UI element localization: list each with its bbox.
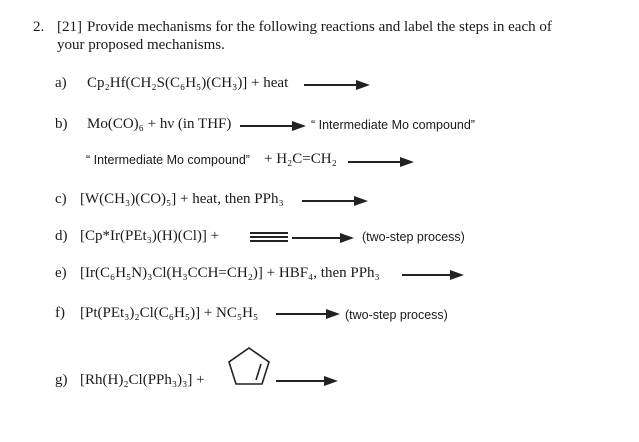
- reaction-arrow-icon: [276, 376, 338, 386]
- triple-bond-icon: [250, 231, 288, 243]
- reaction-f-label: f): [55, 305, 65, 321]
- question-prompt-line2: your proposed mechanisms.: [57, 37, 225, 53]
- reaction-f-formula: [Pt(PEt₃)₂Cl(C₆H₅)] + NC₅H₅: [80, 305, 259, 321]
- reaction-b-label: b): [55, 116, 68, 132]
- reaction-b-product: “ Intermediate Mo compound”: [311, 118, 475, 132]
- question-prompt-line1: Provide mechanisms for the following reactions and label the steps in each of: [87, 19, 552, 35]
- reaction-e-label: e): [55, 265, 67, 281]
- reaction-arrow-icon: [402, 270, 464, 280]
- reaction-d-formula: [Cp*Ir(PEt₃)(H)(Cl)] +: [80, 228, 220, 244]
- reaction-arrow-icon: [240, 121, 306, 131]
- reaction-arrow-icon: [304, 80, 370, 90]
- reaction-arrow-icon: [302, 196, 368, 206]
- question-number: 2.: [33, 19, 45, 35]
- reaction-b-line2-reactant: “ Intermediate Mo compound”: [86, 153, 250, 167]
- reaction-d-label: d): [55, 228, 68, 244]
- reaction-g-label: g): [55, 372, 68, 388]
- reaction-c-formula: [W(CH₃)(CO)₅] + heat, then PPh₃: [80, 191, 284, 207]
- reaction-a-label: a): [55, 75, 67, 91]
- reaction-e-formula: [Ir(C₆H₅N)₃Cl(H₃CCH=CH₂)] + HBF₄, then PPh₃: [80, 265, 380, 281]
- question-points: [21]: [57, 19, 82, 35]
- reaction-f-note: (two-step process): [345, 308, 448, 322]
- cyclopentene-ring-icon: [224, 345, 274, 387]
- reaction-g-formula: [Rh(H)₂Cl(PPh₃)₃] +: [80, 372, 205, 388]
- reaction-b-line2-formula: + H₂C=CH₂: [264, 151, 337, 167]
- reaction-arrow-icon: [348, 157, 414, 167]
- reaction-arrow-icon: [276, 309, 340, 319]
- reaction-arrow-icon: [292, 233, 354, 243]
- reaction-a-formula: Cp₂Hf(CH₂S(C₆H₅)(CH₃)] + heat: [87, 75, 289, 91]
- reaction-c-label: c): [55, 191, 67, 207]
- reaction-b-formula: Mo(CO)₆ + hν (in THF): [87, 116, 232, 132]
- reaction-d-note: (two-step process): [362, 230, 465, 244]
